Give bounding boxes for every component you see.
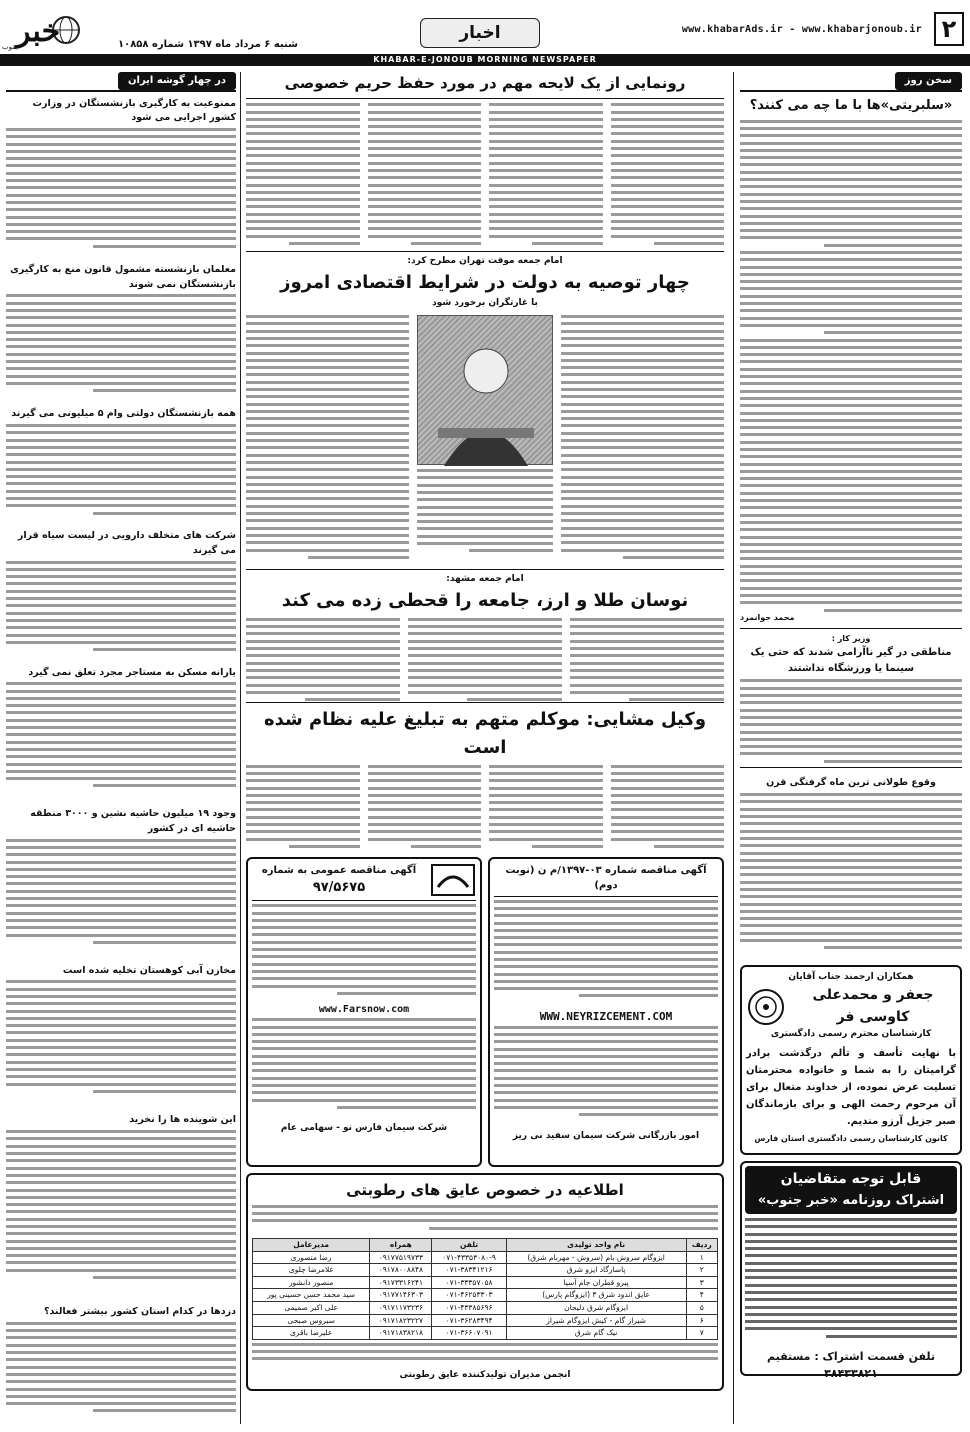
right-column	[740, 72, 962, 1427]
subscription-phone: تلفن قسمت اشتراک : مستقیم ۳۸۴۳۳۸۲۱	[766, 1349, 936, 1381]
english-banner: KHABAR-E-JONOUB MORNING NEWSPAPER	[0, 54, 970, 66]
opinion-author: محمد جوانمرد	[740, 612, 795, 622]
tender2-number: ۹۷/۵۶۷۵	[312, 880, 366, 896]
news-item-title: معلمان بازنشسته مشمول قانون منع به کارگیری بازنشستگان نمی شوند	[10, 263, 236, 290]
tender1-signature: امور بازرگانی شرکت سیمان سفید نی ریز	[512, 1130, 700, 1141]
table-header: همراه	[370, 1238, 432, 1251]
imam-headline: چهار توصیه به دولت در شرایط اقتصادی امروز	[280, 272, 690, 294]
imam-kicker: امام جمعه موقت تهران مطرح کرد:	[407, 256, 563, 267]
masthead	[0, 0, 970, 70]
humidity-table	[252, 1238, 718, 1340]
opinion-headline: «سلبریتی»ها با ما چه می کنند؟	[749, 97, 953, 113]
minister-body	[740, 679, 962, 767]
opinion-body	[740, 120, 962, 610]
subscription-title-1: قابل توجه متقاضیان	[780, 1171, 922, 1188]
tender2-company: شرکت سیمان فارس نو - سهامی عام	[280, 1123, 448, 1134]
table-row: ۴ عایق اندود شرق ۳ (ایزوگام پارس) ۰۷۱-۴۶۲۵۳۳۰۳ ۰۹۱۷۷۱۴۶۳۰۳ سید محمد حسن حسینی پور	[253, 1289, 718, 1302]
imam-body-left	[246, 315, 409, 567]
column-divider	[733, 72, 734, 1424]
news-item-title: شرکت های متخلف دارویی در لیست سیاه قرار می گیرند	[17, 530, 236, 556]
condolence-title: همکاران ارجمند جناب آقایان	[788, 972, 914, 983]
humidity-notice	[246, 1173, 724, 1391]
table-header: نام واحد تولیدی	[506, 1238, 686, 1251]
table-row: ۷ نیک گام شرق ۰۷۱-۳۶۶۰۷۰۹۱ ۰۹۱۷۱۸۳۸۲۱۸ علیرضا باقری	[253, 1327, 718, 1340]
lunar-body	[740, 793, 962, 961]
news-item-title: یارانه مسکن به مستاجر مجرد تعلق نمی گیرد	[28, 666, 236, 678]
tender2-title: آگهی مناقصه عمومی به شماره	[261, 864, 417, 876]
privacy-headline: رونمایی از یک لایحه مهم در مورد حفظ حریم خصوصی	[246, 72, 724, 99]
news-item-body	[6, 980, 236, 1108]
condolence-names: جعفر و محمدعلی کاوسی فر	[812, 987, 934, 1025]
mashhad-kicker: امام جمعه مشهد:	[446, 574, 524, 585]
humidity-footer-body	[252, 1343, 718, 1369]
tender2-body-2	[252, 1018, 476, 1122]
privacy-body	[246, 103, 724, 251]
lunar-headline: وقوع طولانی ترین ماه گرفتگی قرن	[766, 777, 936, 789]
table-row: ۵ ایزوگام شرق دلیجان ۰۷۱-۴۳۳۸۵۶۹۶ ۰۹۱۷۱۱۷۳۲۳۶ علی اکبر صمیمی	[253, 1302, 718, 1315]
column-kicker: در چهار گوشه ایران	[118, 72, 236, 90]
section-title: اخبار	[420, 18, 540, 48]
news-item-body	[6, 128, 236, 258]
mayor-kicker: وزیر کار :	[831, 634, 871, 644]
imam-body-middle	[417, 469, 553, 567]
page-number: ۲	[934, 12, 964, 46]
humidity-signature: انجمن مدیران تولیدکننده عایق رطوبتی	[399, 1369, 571, 1380]
imam-subheadline: با غارتگران برخورد شود	[432, 298, 538, 309]
news-item-body	[6, 839, 236, 959]
condolence-body: با نهایت تأسف و تألم درگذشت برادر گرامیتان را به شما و خانواده محترمتان تسلیت عرض نموده، از خداوند متعال برای آن مرحوم رحمت الهی و برای بازماندگان صبر جزیل آرزو مندیم.	[746, 1048, 956, 1128]
news-item-body	[6, 1322, 236, 1427]
company-logo-icon	[430, 863, 476, 897]
news-item-body	[6, 561, 236, 661]
condolence-signature: کانون کارشناسان رسمی دادگستری استان فارس	[754, 1134, 948, 1144]
person-icon	[418, 316, 554, 466]
tender1-title: آگهی مناقصه شماره ۰۳-۱۳۹۷/م ن (نوبت دوم)	[494, 863, 718, 897]
minister-headline: مناطقی در گیر ناآرامی شدند که حتی یک سینما یا ورزشگاه نداشتند	[750, 647, 952, 674]
humidity-title: اطلاعیه در خصوص عایق های رطوبتی	[346, 1180, 624, 1199]
news-item-title: ممنوعیت به کارگیری بازنشستگان در وزارت کشور اجرایی می شود	[32, 97, 236, 124]
news-item-body	[6, 1130, 236, 1300]
logo-word: خبر	[16, 14, 61, 49]
table-header: تلفن	[432, 1238, 506, 1251]
emblem-icon	[746, 987, 786, 1027]
news-item-body	[6, 294, 236, 402]
subscription-body	[745, 1218, 957, 1348]
tender1-website[interactable]: WWW.NEYRIZCEMENT.COM	[539, 1009, 673, 1023]
news-item-title: این شوینده ها را نخرید	[129, 1114, 236, 1126]
left-column	[6, 72, 236, 1427]
table-row: ۳ پیرو قطران جام آسیا ۰۷۱-۳۳۳۵۷۰۵۸ ۰۹۱۷۳۳۱۶۲۴۱ منصور دانشور	[253, 1276, 718, 1289]
gold-headline: نوسان طلا و ارز، جامعه را قحطی زده می کند	[281, 589, 689, 611]
news-item-title: دزدها در کدام استان کشور بیشتر فعالند؟	[43, 1306, 236, 1318]
table-header: مدیرعامل	[253, 1238, 370, 1251]
logo-subtitle: جنوب	[2, 43, 19, 51]
news-item-title: همه بازنشستگان دولتی وام ۵ میلیونی می گیرند	[11, 408, 236, 420]
column-kicker: سخن روز	[895, 72, 962, 90]
news-item-title: وجود ۱۹ میلیون حاشیه نشین و ۳۰۰۰ منطقه حاشیه ای در کشور	[30, 808, 236, 834]
tender1-body-2	[494, 1026, 718, 1130]
tender1-body	[494, 900, 718, 1010]
subscription-title-2: اشتراک روزنامه «خبر جنوب»	[757, 1192, 945, 1208]
tender-ad-cement-neyriz	[488, 857, 724, 1167]
website-urls[interactable]: www.khabarAds.ir - www.khabarjonoub.ir	[681, 24, 922, 35]
table-row: ۲ پاسارگاد ایزو شرق ۰۷۱-۳۸۳۴۱۲۱۶ ۰۹۱۷۸۰۰۸۸۴۸ غلامرضا چلوی	[253, 1264, 718, 1277]
issue-line: شنبه ۶ مرداد ماه ۱۳۹۷ شماره ۱۰۸۵۸	[118, 39, 298, 50]
imam-body-right	[561, 315, 724, 567]
subscription-ad	[740, 1161, 962, 1381]
middle-column	[246, 72, 724, 1427]
condolence-role: کارشناسان محترم رسمی دادگستری	[770, 1029, 932, 1040]
tender2-body	[252, 904, 476, 1004]
table-row: ۶ شیراز گام - کیش ایزوگام شیراز ۰۷۱-۳۶۲۸۳۴۹۴ ۰۹۱۷۱۸۲۳۲۲۷ سیروس صبحی	[253, 1314, 718, 1327]
tender-ad-cement-fars	[246, 857, 482, 1167]
news-item-body	[6, 424, 236, 524]
cleric-photo	[417, 315, 553, 465]
condolence-ad	[740, 965, 962, 1155]
table-row: ۱ ایزوگام سروش بام (سروش - مهربام شرق) ۰۷۱-۴۳۳۵۳۰۸۰-۹ ۰۹۱۷۷۵۱۹۷۳۳ رضا منصوری	[253, 1251, 718, 1264]
lawyer-body	[246, 765, 724, 853]
lawyer-headline: وکیل مشایی: موکلم متهم به تبلیغ علیه نظام شده است	[263, 708, 707, 758]
gold-body	[246, 618, 724, 702]
column-divider	[240, 72, 241, 1424]
humidity-intro	[252, 1205, 718, 1235]
table-header: ردیف	[686, 1238, 717, 1251]
tender2-website[interactable]: www.Farsnow.com	[318, 1004, 410, 1016]
news-item-body	[6, 682, 236, 802]
news-item-title: مخازن آبی کوهستان تخلیه شده است	[62, 964, 236, 976]
globe-icon	[50, 14, 132, 58]
